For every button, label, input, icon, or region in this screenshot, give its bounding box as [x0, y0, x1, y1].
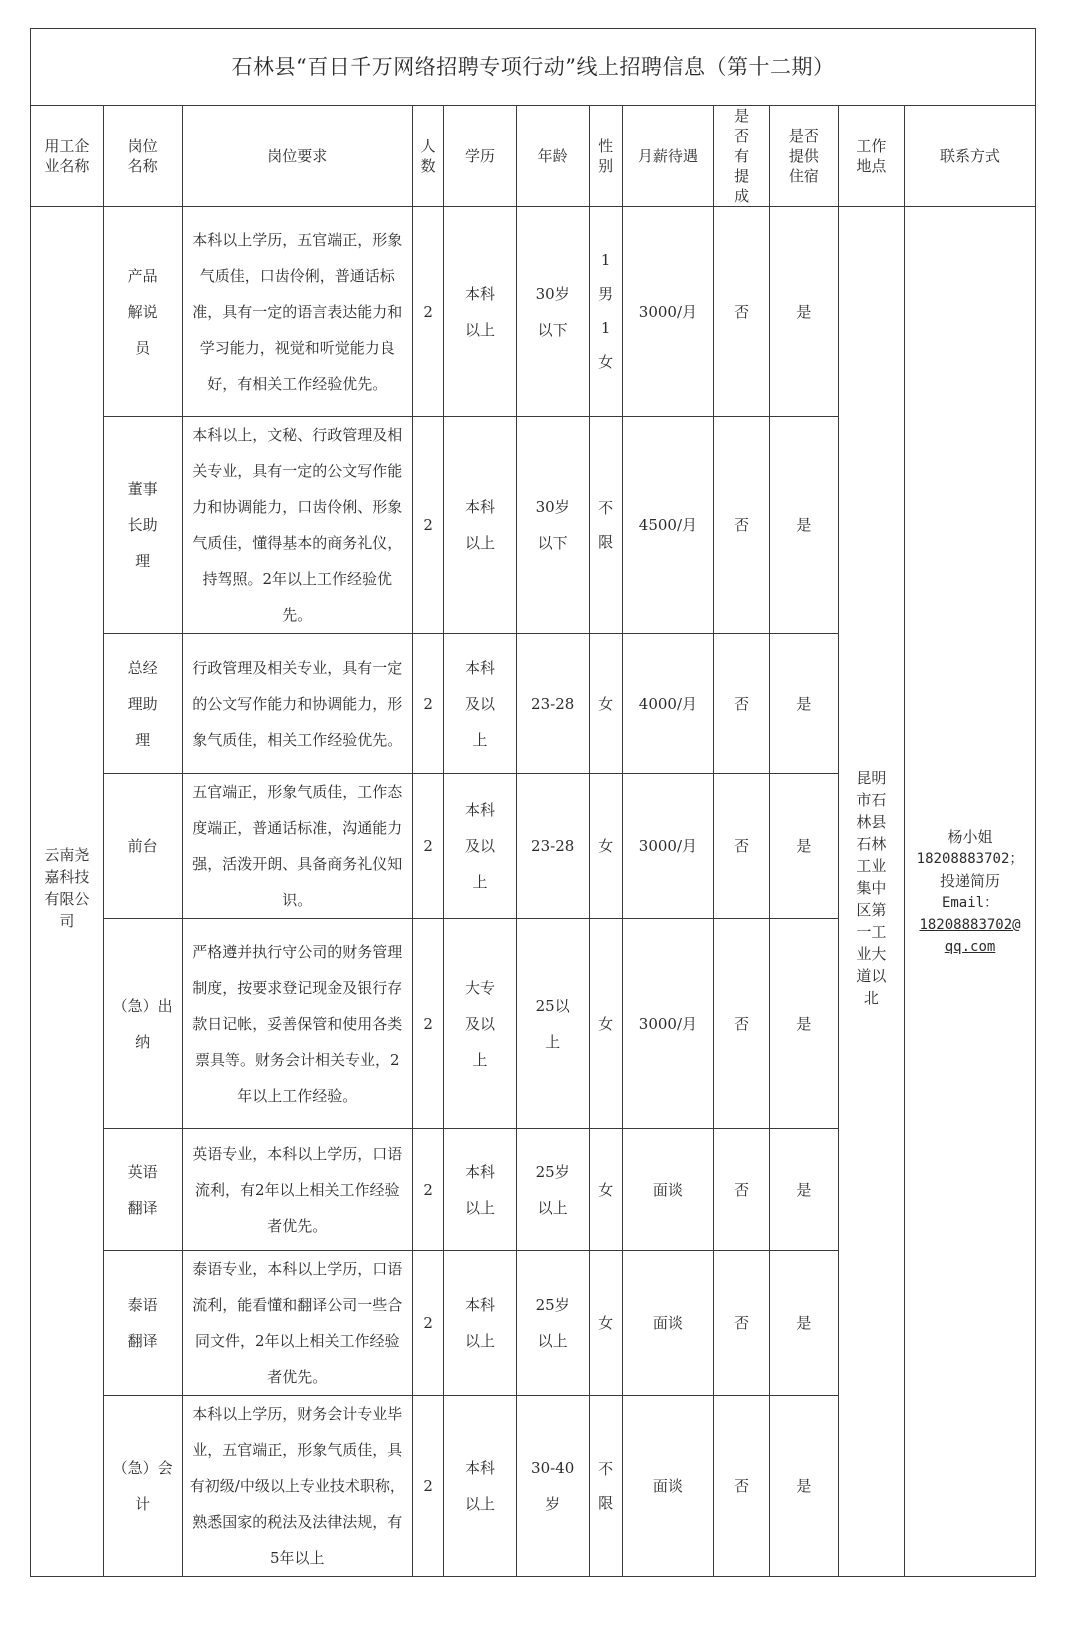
header-contact: 联系方式: [905, 106, 1036, 207]
age-cell: 30岁以下: [516, 417, 589, 634]
header-requirements: 岗位要求: [182, 106, 412, 207]
housing-cell: 是: [770, 1251, 839, 1396]
requirements-cell: 泰语专业，本科以上学历，口语流利，能看懂和翻译公司一些合同文件，2年以上相关工作经验者优先。: [182, 1251, 412, 1396]
contact-email-link[interactable]: 18208883702@: [919, 916, 1021, 933]
table-row: [31, 207, 1036, 417]
requirements-cell: 本科以上学历，财务会计专业毕业，五官端正，形象气质佳，具有初级/中级以上专业技术职称，熟悉国家的税法及法律法规，有5年以上: [182, 1396, 412, 1577]
location-cell: 昆明市石林县石林工业集中区第一工业大道以北: [838, 207, 904, 1577]
commission-cell: 否: [714, 1251, 770, 1396]
commission-cell: 否: [714, 207, 770, 417]
salary-cell: 3000/月: [622, 774, 713, 919]
age-cell: 30岁以下: [516, 207, 589, 417]
header-count: 人数: [413, 106, 444, 207]
salary-cell: 4000/月: [622, 634, 713, 774]
gender-cell: 不限: [589, 1396, 622, 1577]
requirements-cell: 严格遵并执行守公司的财务管理制度，按要求登记现金及银行存款日记帐，妥善保管和使用各类票具等。财务会计相关专业，2年以上工作经验。: [182, 919, 412, 1129]
requirements-cell: 英语专业，本科以上学历，口语流利，有2年以上相关工作经验者优先。: [182, 1129, 412, 1251]
education-cell: 本科及以上: [444, 634, 517, 774]
commission-cell: 否: [714, 774, 770, 919]
requirements-cell: 本科以上学历，五官端正，形象气质佳，口齿伶俐，普通话标准，具有一定的语言表达能力和学习能力，视觉和听觉能力良好，有相关工作经验优先。: [182, 207, 412, 417]
position-cell: 英语翻译: [103, 1129, 182, 1251]
education-cell: 本科以上: [444, 207, 517, 417]
position-cell: 泰语翻译: [103, 1251, 182, 1396]
gender-cell: 不限: [589, 417, 622, 634]
position-cell: （急）会计: [103, 1396, 182, 1577]
age-cell: 25岁以上: [516, 1129, 589, 1251]
education-cell: 本科以上: [444, 417, 517, 634]
salary-cell: 3000/月: [622, 207, 713, 417]
header-position: 岗位名称: [103, 106, 182, 207]
housing-cell: 是: [770, 774, 839, 919]
contact-cell: [905, 207, 1036, 1577]
requirements-cell: 本科以上，文秘、行政管理及相关专业，具有一定的公文写作能力和协调能力，口齿伶俐、形象气质佳，懂得基本的商务礼仪，持驾照。2年以上工作经验优先。: [182, 417, 412, 634]
education-cell: 本科及以上: [444, 774, 517, 919]
recruitment-table: [30, 28, 1036, 1577]
age-cell: 23-28: [516, 634, 589, 774]
requirements-cell: 行政管理及相关专业，具有一定的公文写作能力和协调能力，形象气质佳，相关工作经验优先。: [182, 634, 412, 774]
contact-email-label: Email：: [941, 894, 999, 911]
requirements-cell: 五官端正，形象气质佳，工作态度端正，普通话标准，沟通能力强，活泼开朗、具备商务礼仪知识。: [182, 774, 412, 919]
contact-name: 杨小姐: [947, 827, 993, 846]
contact-phone: 18208883702；: [916, 850, 1024, 867]
count-cell: 2: [413, 774, 444, 919]
position-cell: 前台: [103, 774, 182, 919]
age-cell: 23-28: [516, 774, 589, 919]
gender-cell: 女: [589, 634, 622, 774]
company-cell: 云南尧嘉科技有限公司: [31, 207, 104, 1577]
gender-cell: 女: [589, 1251, 622, 1396]
header-age: 年龄: [516, 106, 589, 207]
gender-cell: 女: [589, 1129, 622, 1251]
header-gender: 性别: [589, 106, 622, 207]
gender-cell: 女: [589, 774, 622, 919]
contact-email-link-domain[interactable]: qq.com: [944, 938, 996, 955]
count-cell: 2: [413, 634, 444, 774]
commission-cell: 否: [714, 1129, 770, 1251]
commission-cell: 否: [714, 417, 770, 634]
education-cell: 大专及以上: [444, 919, 517, 1129]
gender-cell: 女: [589, 919, 622, 1129]
count-cell: 2: [413, 919, 444, 1129]
salary-cell: 面谈: [622, 1129, 713, 1251]
position-cell: 董事长助理: [103, 417, 182, 634]
count-cell: 2: [413, 207, 444, 417]
header-education: 学历: [444, 106, 517, 207]
gender-cell: 1男1女: [589, 207, 622, 417]
header-row: [31, 106, 1036, 207]
salary-cell: 面谈: [622, 1396, 713, 1577]
header-housing: 是否提供住宿: [770, 106, 839, 207]
housing-cell: 是: [770, 207, 839, 417]
housing-cell: 是: [770, 1129, 839, 1251]
count-cell: 2: [413, 1251, 444, 1396]
housing-cell: 是: [770, 634, 839, 774]
position-cell: 产品解说员: [103, 207, 182, 417]
count-cell: 2: [413, 1129, 444, 1251]
housing-cell: 是: [770, 1396, 839, 1577]
position-cell: 总经理助理: [103, 634, 182, 774]
age-cell: 25岁以上: [516, 1251, 589, 1396]
header-company: 用工企业名称: [31, 106, 104, 207]
header-commission: 是否有提成: [714, 106, 770, 207]
salary-cell: 4500/月: [622, 417, 713, 634]
age-cell: 30-40岁: [516, 1396, 589, 1577]
recruitment-sheet: [30, 28, 1036, 1577]
commission-cell: 否: [714, 1396, 770, 1577]
housing-cell: 是: [770, 417, 839, 634]
count-cell: 2: [413, 417, 444, 634]
education-cell: 本科以上: [444, 1251, 517, 1396]
header-salary: 月薪待遇: [622, 106, 713, 207]
count-cell: 2: [413, 1396, 444, 1577]
housing-cell: 是: [770, 919, 839, 1129]
commission-cell: 否: [714, 919, 770, 1129]
salary-cell: 3000/月: [622, 919, 713, 1129]
salary-cell: 面谈: [622, 1251, 713, 1396]
education-cell: 本科以上: [444, 1129, 517, 1251]
age-cell: 25以上: [516, 919, 589, 1129]
position-cell: （急）出纳: [103, 919, 182, 1129]
page-title: 石林县“百日千万网络招聘专项行动”线上招聘信息（第十二期）: [31, 29, 1036, 106]
commission-cell: 否: [714, 634, 770, 774]
header-location: 工作地点: [838, 106, 904, 207]
education-cell: 本科以上: [444, 1396, 517, 1577]
contact-resume-label: 投递简历: [940, 871, 1001, 890]
